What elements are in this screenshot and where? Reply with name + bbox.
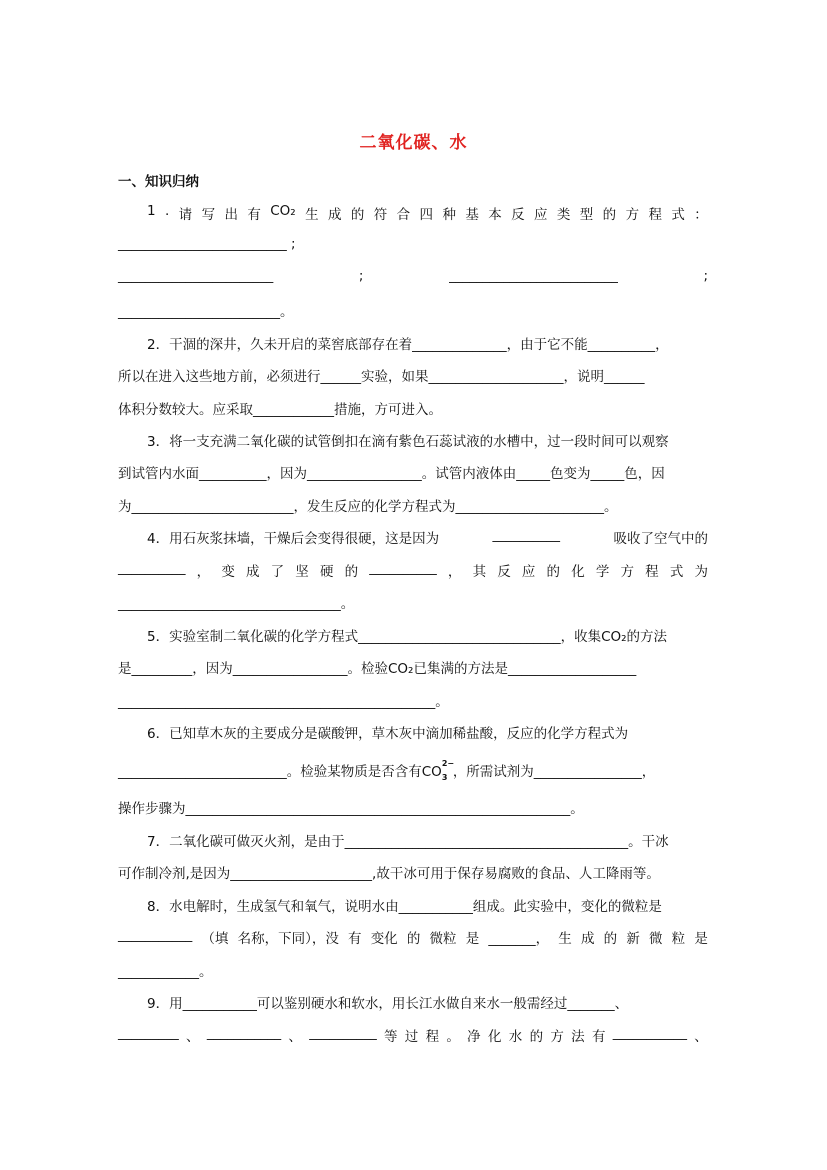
q1-token: 程	[648, 207, 662, 223]
q9-token: 水	[508, 1029, 523, 1045]
q1-token: 基	[465, 207, 479, 223]
q6-text: _________________________。检验某物质是否含有	[118, 764, 422, 780]
carbonate-ion-charge: 2−	[441, 759, 455, 768]
q4-token: 化	[571, 564, 585, 580]
section-heading: 一、知识归纳	[118, 174, 199, 190]
q1-token: 种	[442, 207, 456, 223]
q9-line-1: 9．用___________可以鉴别硬水和软水，用长江水做自来水一般需经过_______、	[147, 996, 629, 1012]
q8-line-3: ____________。	[118, 964, 213, 980]
q1-token: 的	[350, 207, 365, 223]
q8-token: 微	[648, 931, 663, 947]
q3-line-2: 到试管内水面__________，因为_________________。试管内液体由_____色变为_____色，因	[118, 466, 665, 482]
q8-token: 变化	[370, 931, 398, 947]
q4-token: 学	[595, 564, 610, 580]
q1-line-4: ________________________。	[118, 304, 294, 320]
q1-token: 型	[579, 207, 594, 223]
q1-token: 应	[534, 207, 548, 223]
q9-token: 、	[186, 1029, 200, 1045]
q1-token: ：	[694, 207, 708, 223]
carbonate-ion-base: CO	[421, 764, 442, 780]
q8-token: ___________	[118, 927, 193, 943]
q8-line-2	[118, 927, 708, 947]
q6-text: ，所需试剂为________________，	[452, 764, 656, 780]
carbonate-ion	[421, 759, 455, 782]
q7-line-2: 可作制冷剂,是因为_____________________,故干冰可用于保存易腐败的食品、人工降雨等。	[118, 866, 660, 882]
q1-token: 四	[419, 207, 434, 223]
q8-token: （填	[201, 931, 229, 947]
q6-line-3: 操作步骤为_________________________________________________________。	[118, 801, 584, 817]
q1-token: 生	[305, 207, 319, 223]
q1-token: 合	[396, 207, 411, 223]
q4-token: 方	[620, 564, 634, 580]
q4-token: 硬	[319, 564, 334, 580]
q1-line-2: _________________________ ;	[118, 236, 296, 252]
q9-line-2	[118, 1025, 708, 1045]
q9-token: __________	[309, 1025, 377, 1041]
q8-token: 名称，下同），没	[237, 931, 339, 947]
q9-token: 。	[446, 1029, 460, 1045]
q9-token: 化	[487, 1029, 502, 1045]
q9-token: 、	[288, 1029, 302, 1045]
q1-token: 方	[625, 207, 640, 223]
q1-blank: _______________________	[118, 268, 274, 284]
q9-token: 方	[550, 1029, 564, 1045]
q1-token: 本	[488, 207, 502, 223]
q1-token: .	[164, 203, 170, 219]
q9-token: 法	[571, 1029, 585, 1045]
q9-token: ___________	[612, 1025, 687, 1041]
q1-token: 成	[327, 207, 342, 223]
q8-token: 的	[603, 931, 618, 947]
q9-token: 程	[425, 1029, 440, 1045]
q4-token: 程	[645, 564, 659, 580]
q3-line-1: 3．将一支充满二氧化碳的试管倒扣在滴有紫色石蕊试液的水槽中，过一段时间可以观察	[147, 434, 669, 450]
q4-token: 了	[270, 564, 285, 580]
q7-line-1: 7．二氧化碳可做灭火剂，是由于__________________________________________。干冰	[147, 834, 669, 850]
q8-token: 的	[406, 931, 421, 947]
q1-token: 式	[671, 207, 685, 223]
q5-line-2: 是_________，因为_________________。检验CO₂已集满的方法是___________________	[118, 661, 637, 677]
q4-token: 为	[694, 564, 708, 580]
q9-token: 过	[404, 1029, 419, 1045]
q1-line-3	[118, 268, 708, 284]
q1-token: 1	[147, 203, 156, 219]
q2-line-3: 体积分数较大。应采取____________措施，方可进入。	[118, 402, 442, 418]
q1-token: 请	[178, 207, 193, 223]
q1-token: 写	[201, 207, 216, 223]
q4-line-3: _________________________________。	[118, 596, 355, 612]
q4-token: 的	[546, 564, 561, 580]
q1-token: 反	[511, 207, 525, 223]
q9-token: 的	[529, 1029, 544, 1045]
q4-token: __________	[369, 560, 437, 576]
q8-token: 是	[465, 931, 480, 947]
q8-token: 成	[580, 931, 595, 947]
q4-token: 反	[497, 564, 511, 580]
q9-token: 等	[383, 1029, 398, 1045]
q8-token: 生	[558, 931, 572, 947]
q8-token: _______，	[488, 931, 550, 947]
q6-line-2	[118, 760, 708, 780]
q8-token: 粒	[671, 931, 686, 947]
q4-token: 坚	[295, 564, 309, 580]
q1-token: 出	[224, 207, 238, 223]
q3-line-3: 为________________________，发生反应的化学方程式为______________________。	[118, 499, 618, 515]
q4-token: 的	[344, 564, 359, 580]
q4-text: 吸收了空气中的	[613, 531, 708, 547]
q2-line-1: 2．干涸的深井，久未开启的菜窖底部存在着______________，由于它不能__________，	[147, 337, 669, 353]
q1-separator: ;	[703, 268, 708, 284]
q5-line-3: _______________________________________________。	[118, 694, 449, 710]
q4-token: ，	[447, 564, 462, 580]
q1-blank: _________________________	[449, 268, 618, 284]
q4-token: 应	[521, 564, 536, 580]
q6-line-1: 6．已知草木灰的主要成分是碳酸钾，草木灰中滴加稀盐酸，反应的化学方程式为	[147, 726, 629, 742]
q8-line-1: 8．水电解时，生成氢气和氧气，说明水由___________组成。此实验中，变化的微粒是	[147, 899, 662, 915]
q4-line-2	[118, 560, 708, 580]
q8-token: 是	[694, 931, 708, 947]
q1-line-1	[147, 203, 708, 223]
q4-blank: __________	[492, 527, 561, 543]
q9-token: ___________	[206, 1025, 282, 1041]
q4-token: 成	[245, 564, 260, 580]
q9-token: _________	[118, 1025, 179, 1041]
page-title: 二氧化碳、水	[359, 133, 468, 153]
q9-token: 净	[467, 1029, 481, 1045]
q1-token: 有	[247, 207, 261, 223]
q1-separator: ;	[358, 268, 364, 284]
q8-token: 微粒	[429, 931, 457, 947]
q5-line-1: 5．实验室制二氧化碳的化学方程式______________________________，收集CO₂的方法	[147, 629, 668, 645]
q2-line-2: 所以在进入这些地方前，必须进行______实验，如果____________________，说明______	[118, 369, 645, 385]
q4-line-1	[147, 527, 708, 547]
q1-token: 符	[373, 207, 388, 223]
q8-token: 有	[348, 931, 362, 947]
q4-token: ，	[196, 564, 211, 580]
q1-token: 类	[556, 207, 571, 223]
q1-token: CO₂	[270, 203, 296, 219]
q9-token: 有	[591, 1029, 606, 1045]
q4-token: __________	[118, 560, 186, 576]
q1-token: 的	[602, 207, 617, 223]
q8-token: 新	[626, 931, 640, 947]
carbonate-ion-subscript: 3	[441, 773, 448, 782]
q4-text: 4．用石灰浆抹墙，干燥后会变得很硬，这是因为	[147, 531, 440, 547]
q4-token: 式	[669, 564, 684, 580]
q4-token: 变	[221, 564, 235, 580]
q9-token: 、	[694, 1029, 708, 1045]
q4-token: 其	[472, 564, 487, 580]
